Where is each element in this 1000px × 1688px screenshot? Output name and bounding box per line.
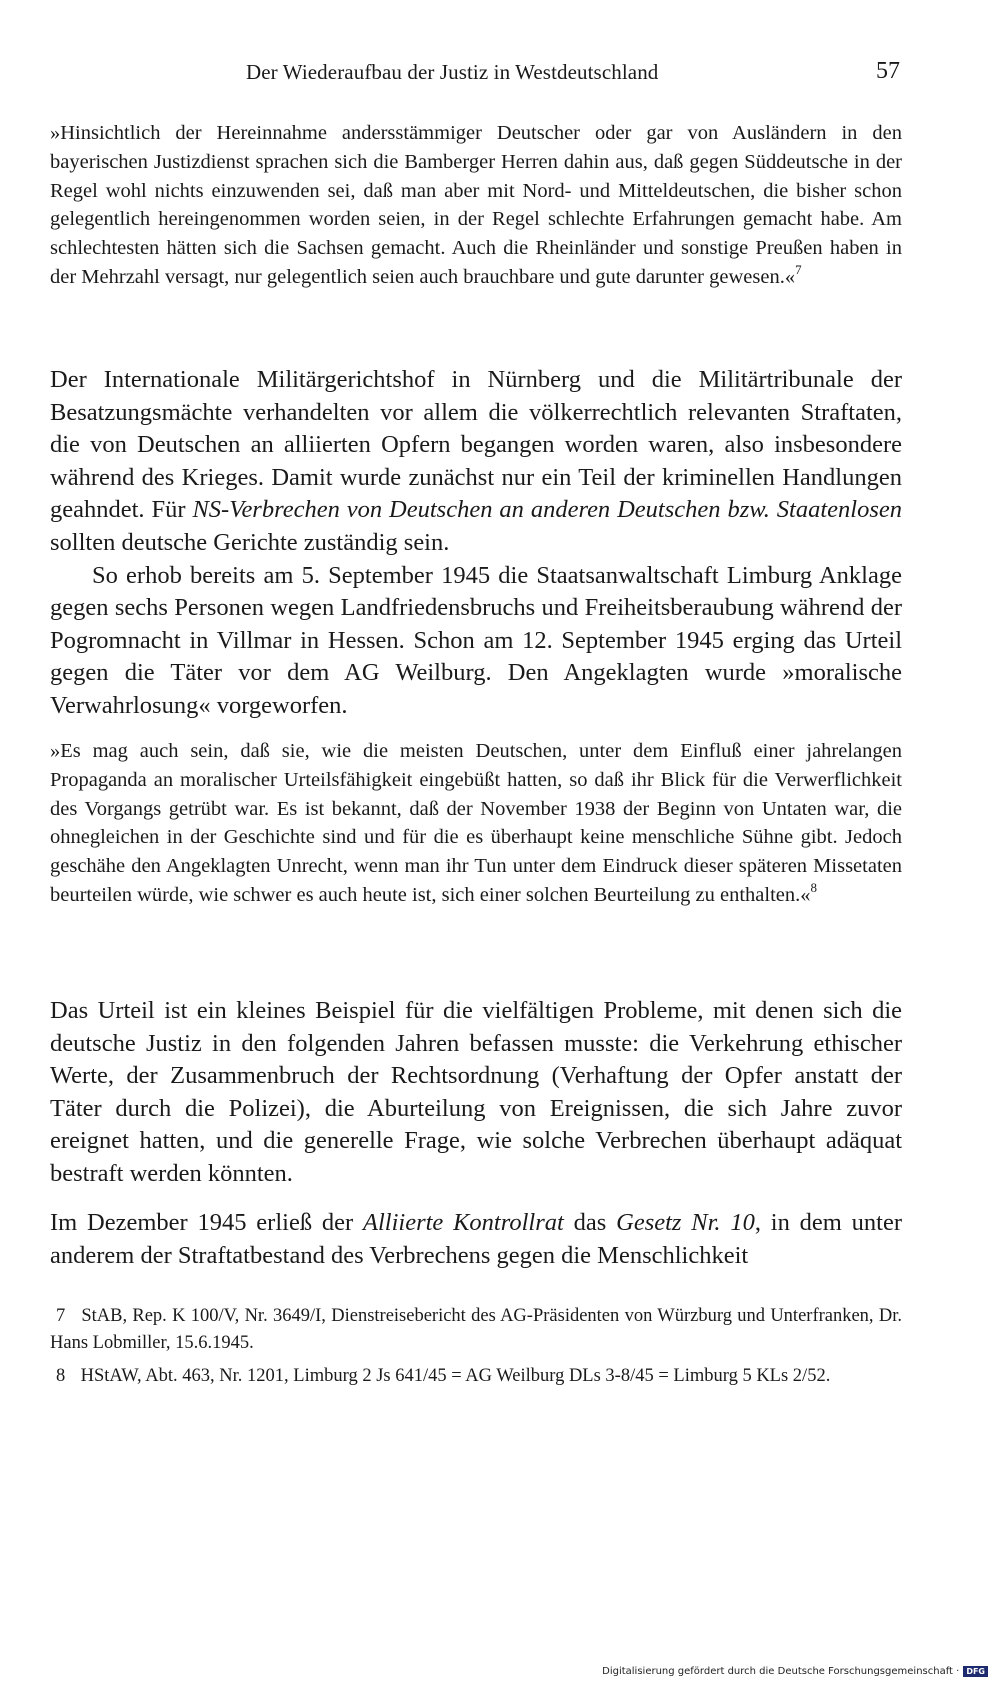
paragraph-1-italic: NS-Verbrechen von Deutschen an anderen Deutschen bzw. Staatenlosen xyxy=(192,496,902,524)
footnote-number: 8 xyxy=(56,1366,66,1386)
footnote-text: HStAW, Abt. 463, Nr. 1201, Limburg 2 Js 641/45 = AG Weilburg DLs 3-8/45 = Limburg 5 KLs 2/52. xyxy=(80,1366,831,1386)
footnote-8 xyxy=(50,1363,902,1390)
paragraph-3-block xyxy=(50,995,902,1191)
digitization-footer xyxy=(602,1666,988,1677)
quote-1-text: »Hinsichtlich der Hereinnahme andersstämmiger Deutscher oder gar von Ausländern in den bayerischen Justizdienst sprachen sich die Bamberger Herren dahin aus, daß gegen Süddeutsche in der Regel wohl nichts einzuwenden sei, daß man aber mit Nord- und Mitteldeutschen, die bisher schon gelegentlich hereingenommen worden seien, in der Regel schlechte Erfahrungen gemacht habe. Am schlechtesten hätten sich die Sachsen gemacht. Auch die Rheinländer und sonstige Preußen haben in der Mehrzahl versagt, nur gelegentlich seien auch brauchbare und gute darunter gewesen.« xyxy=(50,122,902,288)
paragraph-4 xyxy=(50,1207,902,1272)
footnote-number: 7 xyxy=(56,1306,66,1326)
footnote-ref-7: 7 xyxy=(795,261,802,277)
page-number: 57 xyxy=(876,58,900,84)
body-text xyxy=(50,364,902,723)
footnote-7 xyxy=(50,1303,902,1357)
paragraph-2: So erhob bereits am 5. September 1945 die Staatsanwaltschaft Limburg Anklage gegen sechs Personen wegen Landfriedensbruchs und Freiheitsberaubung während der Pogromnacht in Villmar in Hessen. Schon am 12. September 1945 erging das Urteil gegen die Täter vor dem AG Weilburg. Den Angeklagten wurde »moralische Verwahrlosung« vorgeworfen. xyxy=(50,561,902,719)
paragraph-4-text-c: , in dem unter anderem der Straftatbestand des Verbrechens gegen die Menschlichkeit xyxy=(50,1209,902,1269)
page-header xyxy=(50,56,900,92)
paragraph-4-italic-1: Alliierte Kontrollrat xyxy=(363,1209,564,1236)
paragraph-1 xyxy=(50,364,902,560)
paragraph-1-text-a: Der Internationale Militärgerichtshof in Nürnberg und die Militärtribunale der Besatzungsmächte verhandelten vor allem die völkerrechtlich relevanten Straftaten, die von Deutschen an alliierten Opfern begangen worden waren, also insbesondere während des Krieges. Damit wurde zunächst nur ein Teil der kriminellen Handlungen geahndet. Für xyxy=(50,366,902,524)
dfg-logo-icon: DFG xyxy=(963,1666,988,1677)
digitization-notice: Digitalisierung gefördert durch die Deutsche Forschungsgemeinschaft · xyxy=(602,1666,960,1677)
paragraph-3: Das Urteil ist ein kleines Beispiel für die vielfältigen Probleme, mit denen sich die deutsche Justiz in den folgenden Jahren befassen musste: die Verkehrung ethischer Werte, der Zusammenbruch der Rechtsordnung (Verhaftung der Opfer anstatt der Täter durch die Polizei), die Aburteilung von Ereignissen, die sich Jahre zuvor ereignet hatten, und die generelle Frage, wie solche Verbrechen überhaupt adäquat bestraft werden könnten. xyxy=(50,997,902,1187)
footnote-text: StAB, Rep. K 100/V, Nr. 3649/I, Dienstreisebericht des AG-Präsidenten von Würzburg und Unterfranken, Dr. Hans Lobmiller, 15.6.1945. xyxy=(50,1306,902,1353)
footnotes xyxy=(50,1303,902,1390)
paragraph-4-text-b: das xyxy=(563,1209,617,1236)
paragraph-4-text-a: Im Dezember 1945 erließ der xyxy=(50,1209,363,1236)
block-quote-1 xyxy=(50,119,902,292)
running-title: Der Wiederaufbau der Justiz in Westdeutschland xyxy=(246,60,659,84)
paragraph-1-text-b: sollten deutsche Gerichte zuständig sein. xyxy=(50,528,450,556)
paragraph-4-block xyxy=(50,1207,902,1272)
paragraph-4-italic-2: Gesetz Nr. 10 xyxy=(616,1209,755,1236)
footnote-ref-8: 8 xyxy=(810,879,818,895)
block-quote-2 xyxy=(50,737,902,910)
quote-2-text: »Es mag auch sein, daß sie, wie die meisten Deutschen, unter dem Einfluß einer jahrelangen Propaganda an moralischer Urteilsfähigkeit eingebüßt hatten, so daß ihr Blick für die Verwerflichkeit des Vorgangs getrübt war. Es ist bekannt, daß der November 1938 der Beginn von Untaten war, die ohnegleichen in der Geschichte sind und für die es überhaupt keine menschliche Sühne gibt. Jedoch geschähe den Angeklagten Unrecht, wenn man ihr Tun unter dem Eindruck dieser späteren Missetaten beurteilen würde, wie schwer es auch heute ist, sich einer solchen Beurteilung zu enthalten.« xyxy=(50,740,902,906)
